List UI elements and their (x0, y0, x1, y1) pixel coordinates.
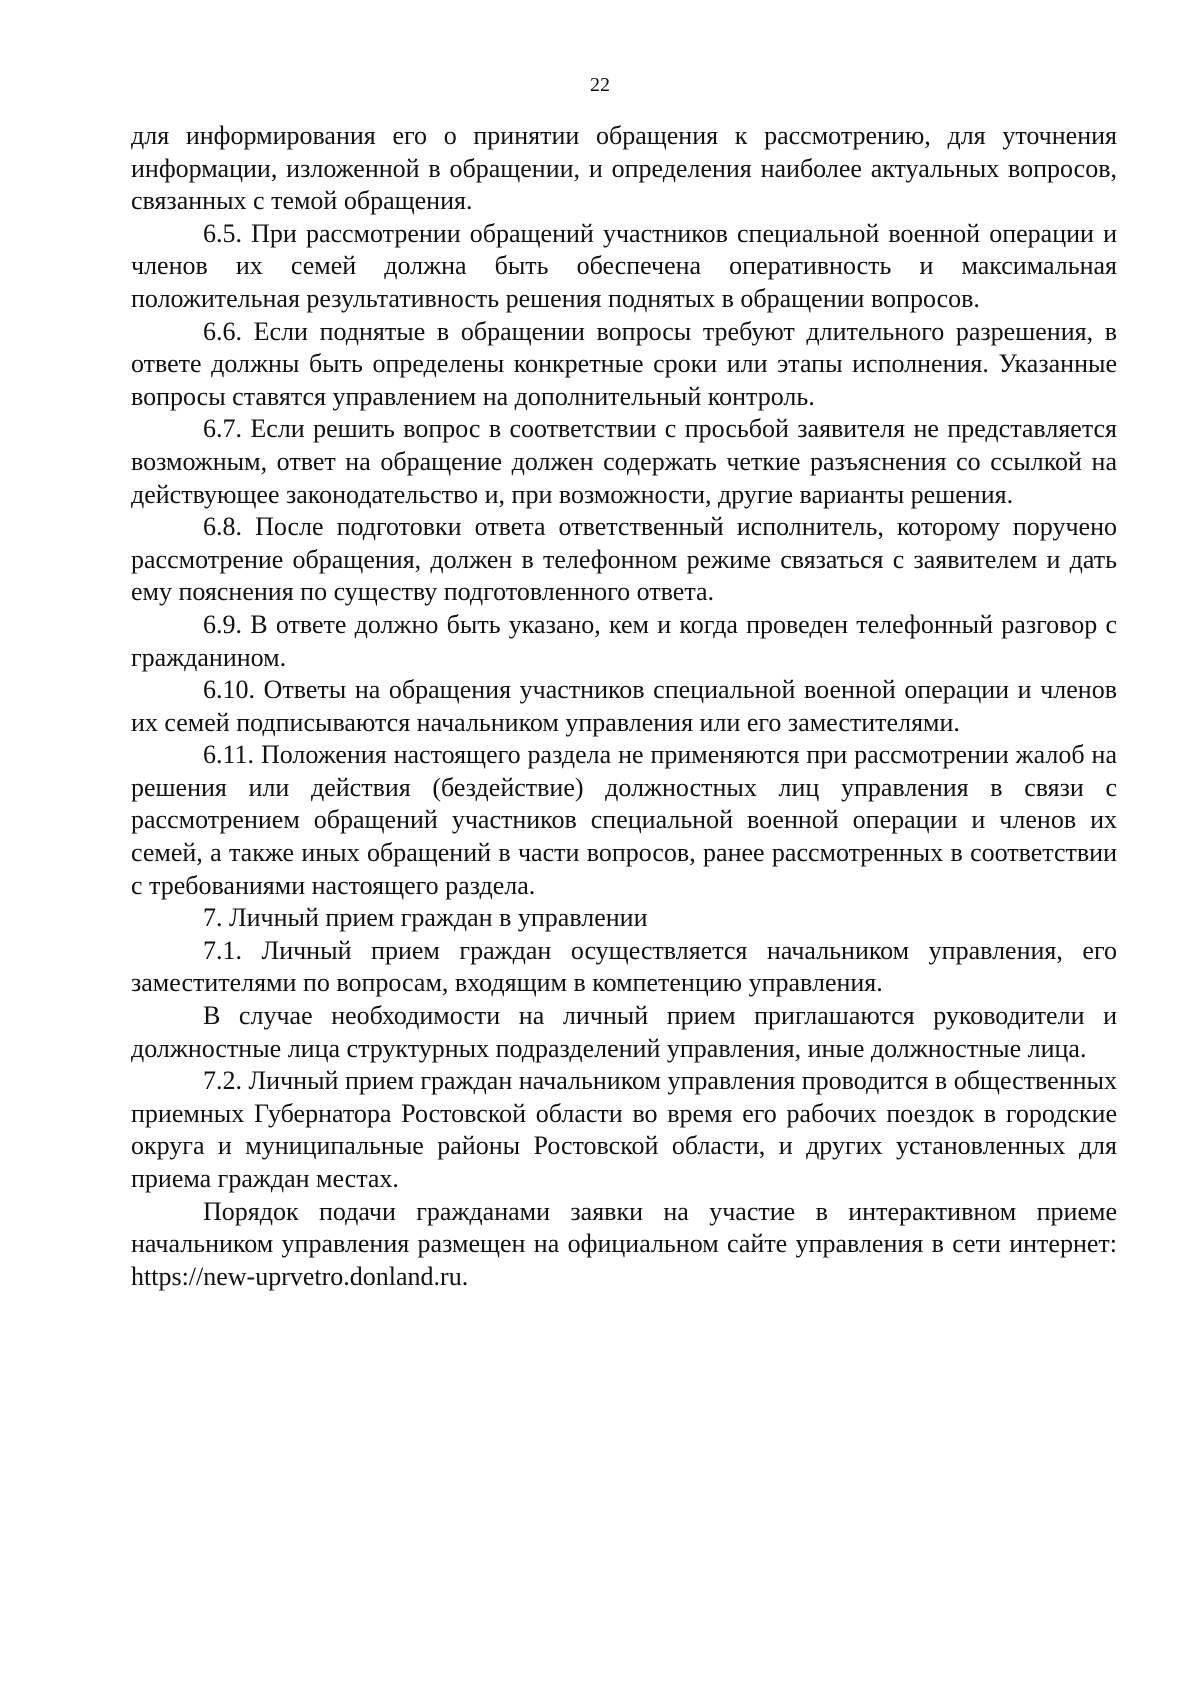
paragraph-6-11: 6.11. Положения настоящего раздела не применяются при рассмотрении жалоб на решения или действия (бездействие) должностных лиц управления в связи с рассмотрением обращений участников специальной военной операции и членов их семей, а также иных обращений в части вопросов, ранее рассмотренных в соответствии с требованиями настоящего раздела. (131, 740, 1117, 900)
paragraph-6-10: 6.10. Ответы на обращения участников специальной военной операции и членов их семей подписываются начальником управления или его заместителями. (131, 675, 1117, 737)
document-body (131, 120, 1117, 1293)
page-number: 22 (590, 74, 610, 96)
paragraph-6-5: 6.5. При рассмотрении обращений участников специальной военной операции и членов их семей должна быть обеспечена оперативность и максимальная положительная результативность решения поднятых в обращении вопросов. (131, 218, 1117, 313)
paragraph-7-2: 7.2. Личный прием граждан начальником управления проводится в общественных приемных Губернатора Ростовской области во время его рабочих поездок в городские округа и муниципальные районы Ростовской области, и других установленных для приема граждан местах. (131, 1066, 1117, 1193)
paragraph-7-1: 7.1. Личный прием граждан осуществляется начальником управления, его заместителями по вопросам, входящим в компетенцию управления. (131, 935, 1117, 998)
paragraph-6-7: 6.7. Если решить вопрос в соответствии с просьбой заявителя не представляется возможным, ответ на обращение должен содержать четкие разъяснения со ссылкой на действующее законодательство и, при возможности, другие варианты решения. (131, 414, 1117, 509)
paragraph-6-8: 6.8. После подготовки ответа ответственный исполнитель, которому поручено рассмотрение обращения, должен в телефонном режиме связаться с заявителем и дать ему пояснения по существу подготовленного ответа. (131, 512, 1117, 607)
paragraph-6-9: 6.9. В ответе должно быть указано, кем и когда проведен телефонный разговор с гражданином. (131, 609, 1117, 672)
paragraph-7-2-continued: Порядок подачи гражданами заявки на участие в интерактивном приеме начальником управления размещен на официальном сайте управления в сети интернет: https://new-uprvetro.donland.ru. (131, 1196, 1117, 1291)
section-heading: 7. Личный прием граждан в управлении (203, 903, 648, 933)
paragraph-6-6: 6.6. Если поднятые в обращении вопросы требуют длительного разрешения, в ответе должны быть определены конкретные сроки или этапы исполнения. Указанные вопросы ставятся управлением на дополнительный контроль. (131, 316, 1117, 411)
paragraph-7-1-continued: В случае необходимости на личный прием приглашаются руководители и должностные лица структурных подразделений управления, иные должностные лица. (131, 1001, 1117, 1063)
paragraph-continuation: для информирования его о принятии обращения к рассмотрению, для уточнения информации, изложенной в обращении, и определения наиболее актуальных вопросов, связанных с темой обращения. (131, 121, 1117, 216)
